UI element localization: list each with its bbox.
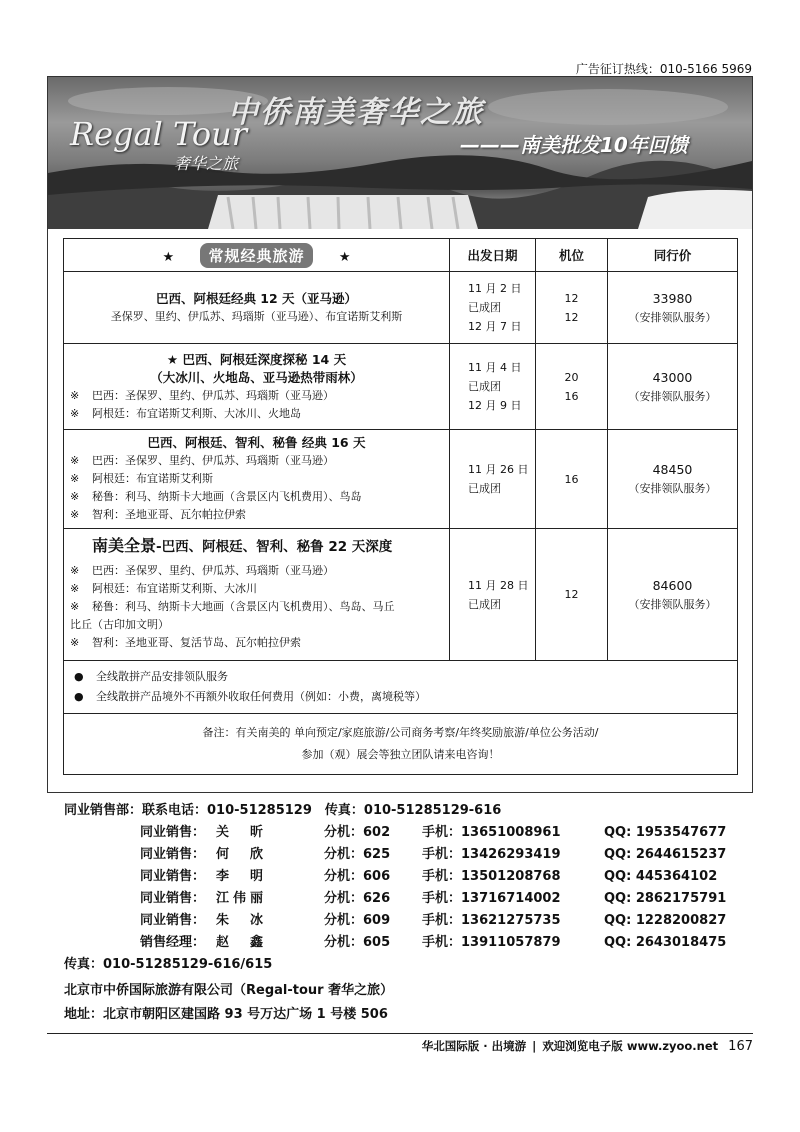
seat-count: 16 — [564, 389, 579, 403]
page-footer — [47, 1033, 753, 1054]
table-row — [64, 344, 738, 430]
rep-extension: 分机：625 — [324, 847, 391, 862]
section-title: 常规经典旅游 — [200, 243, 312, 268]
tour-title-text: -巴西、阿根廷、智利、秘鲁 22 天深度 — [156, 539, 393, 555]
date-item: 11 月 2 日 — [468, 282, 522, 295]
sales-rep-row — [64, 888, 744, 910]
contact-section — [64, 800, 744, 1026]
bullet-icon: ● — [74, 690, 84, 703]
bullet-item — [74, 687, 727, 707]
bullet-text: 全线散拼产品境外不再额外收取任何费用（例如：小费，离境税等） — [96, 690, 426, 703]
rep-mobile: 手机：13426293419 — [422, 847, 561, 862]
ad-hotline: 广告征订热线：010-5166 5969 — [575, 62, 752, 76]
remark-line: 参加（观）展会等独立团队请来电咨询！ — [301, 748, 500, 761]
note-mark: ※ — [70, 490, 80, 503]
rep-role: 同业销售： — [140, 913, 206, 928]
rep-name: 李 明 — [216, 869, 268, 884]
rep-role: 同业销售： — [140, 869, 206, 884]
date-item: 12 月 7 日 — [468, 320, 522, 333]
stop-text: 智利：圣地亚哥、瓦尔帕拉伊索 — [92, 508, 246, 521]
price-note: （安排领队服务） — [628, 597, 717, 611]
tour-info — [64, 344, 450, 430]
rep-qq: QQ: 2862175791 — [604, 891, 727, 906]
price-note: （安排领队服务） — [628, 389, 717, 403]
table-row — [64, 272, 738, 344]
ad-frame — [47, 76, 753, 793]
stop-text: 阿根廷：布宜诺斯艾利斯 — [92, 472, 213, 485]
tour-stop — [70, 506, 443, 524]
tour-info — [64, 529, 450, 661]
tour-seats — [536, 344, 608, 430]
rep-extension: 分机：609 — [324, 913, 391, 928]
tour-stop — [70, 488, 443, 506]
rep-qq: QQ: 1953547677 — [604, 825, 727, 840]
tour-info — [64, 430, 450, 529]
tour-title-prefix: 南美全景 — [92, 536, 157, 555]
tour-price — [608, 344, 738, 430]
tour-dates — [450, 344, 536, 430]
date-status: 已成团 — [468, 301, 501, 314]
banner-image — [48, 77, 752, 229]
rep-role: 销售经理： — [140, 935, 206, 950]
tour-price — [608, 272, 738, 344]
tour-stop — [70, 470, 443, 488]
rep-extension: 分机：605 — [324, 935, 391, 950]
tour-seats — [536, 430, 608, 529]
tour-title-text: 巴西、阿根廷深度探秘 14 天 — [182, 351, 347, 367]
rep-role: 同业销售： — [140, 847, 206, 862]
note-mark: ※ — [70, 454, 80, 467]
rep-extension: 分机：606 — [324, 869, 391, 884]
tour-dates — [450, 272, 536, 344]
tour-info — [64, 272, 450, 344]
rep-extension: 分机：602 — [324, 825, 391, 840]
tour-route: 圣保罗、里约、伊瓜苏、玛瑙斯（亚马逊）、布宜诺斯艾利斯 — [110, 309, 403, 323]
remarks — [64, 714, 738, 775]
note-mark: ※ — [70, 600, 80, 613]
sales-rep-row — [64, 932, 744, 954]
stop-text: 巴西：圣保罗、里约、伊瓜苏、玛瑙斯（亚马逊） — [92, 388, 334, 402]
price-note: （安排领队服务） — [628, 482, 717, 495]
tour-title — [70, 537, 443, 556]
date-status: 已成团 — [468, 380, 501, 393]
rep-role: 同业销售： — [140, 825, 206, 840]
rep-qq: QQ: 1228200827 — [604, 913, 727, 928]
col-header-seat: 机位 — [536, 239, 608, 272]
browse-text: 欢迎浏览电子版 www.zyoo.net — [542, 1039, 719, 1053]
rep-qq: QQ: 445364102 — [604, 869, 718, 884]
tour-title: 巴西、阿根廷经典 12 天（亚马逊） — [155, 290, 358, 306]
price-value: 33980 — [652, 290, 693, 306]
tour-title — [70, 351, 443, 369]
stop-text: 智利：圣地亚哥、复活节岛、瓦尔帕拉伊索 — [92, 636, 301, 649]
table-header-row — [64, 239, 738, 272]
stop-text: 巴西：圣保罗、里约、伊瓜苏、玛瑙斯（亚马逊） — [92, 564, 334, 577]
seat-count: 20 — [564, 370, 579, 384]
date-item: 11 月 28 日 — [468, 578, 529, 592]
bullet-item — [74, 667, 727, 687]
rep-mobile: 手机：13651008961 — [422, 825, 561, 840]
notes-row — [64, 714, 738, 775]
tour-price — [608, 529, 738, 661]
stop-text: 阿根廷：布宜诺斯艾利斯、大冰川 — [92, 582, 257, 595]
rep-name: 江伟丽 — [216, 891, 268, 906]
page-number: 167 — [728, 1039, 753, 1054]
stop-text: 巴西：圣保罗、里约、伊瓜苏、玛瑙斯（亚马逊） — [92, 454, 334, 467]
rep-qq: QQ: 2643018475 — [604, 935, 727, 950]
tour-price — [608, 430, 738, 529]
sales-rep-row — [64, 910, 744, 932]
stop-text: 秘鲁：利马、纳斯卡大地画（含景区内飞机费用）、鸟岛 — [92, 490, 362, 503]
rep-role: 同业销售： — [140, 891, 206, 906]
price-value: 48450 — [652, 462, 693, 477]
regal-tour-logo: Regal Tour — [70, 115, 248, 153]
seat-count: 12 — [564, 588, 579, 601]
bullet-text: 全线散拼产品安排领队服务 — [96, 670, 228, 683]
note-mark: ※ — [70, 406, 80, 420]
rep-name: 朱 冰 — [216, 913, 268, 928]
tour-title-line2: （大冰川、火地岛、亚马逊热带雨林） — [150, 369, 363, 385]
tour-stop — [70, 452, 443, 470]
col-header-date: 出发日期 — [450, 239, 536, 272]
price-note: （安排领队服务） — [628, 310, 717, 324]
tour-stop — [70, 405, 443, 423]
note-mark: ※ — [70, 636, 80, 649]
tour-table — [63, 238, 738, 775]
note-mark: ※ — [70, 564, 80, 577]
tour-dates — [450, 430, 536, 529]
seat-count: 12 — [564, 310, 579, 324]
sales-department-line: 同业销售部：联系电话：010-51285129 传真：010-51285129-616 — [64, 803, 502, 818]
banner-subtitle: ———南美批发10年回馈 — [460, 133, 688, 157]
tour-stop — [70, 634, 443, 652]
sales-rep-row — [64, 866, 744, 888]
rep-mobile: 手机：13501208768 — [422, 869, 561, 884]
fax-line: 传真：010-51285129-616/615 — [64, 957, 273, 972]
rep-name: 何 欣 — [216, 847, 268, 862]
rep-mobile: 手机：13911057879 — [422, 935, 561, 950]
note-mark: ※ — [70, 508, 80, 521]
seat-count: 12 — [564, 291, 579, 305]
banner-title: 中侨南美奢华之旅 — [228, 95, 484, 130]
tour-stop — [70, 562, 443, 580]
table-row — [64, 430, 738, 529]
star-icon: ★ — [166, 351, 179, 367]
tour-title: 巴西、阿根廷、智利、秘鲁 经典 16 天 — [147, 435, 366, 450]
rep-mobile: 手机：13621275735 — [422, 913, 561, 928]
price-value: 43000 — [652, 369, 693, 385]
stop-text: 秘鲁：利马、纳斯卡大地画（含景区内飞机费用）、鸟岛、马丘 — [92, 600, 395, 613]
remark-line: 备注：有关南美的 单向预定/家庭旅游/公司商务考察/年终奖励旅游/单位公务活动/ — [202, 726, 599, 739]
date-status: 已成团 — [468, 482, 501, 495]
rep-qq: QQ: 2644615237 — [604, 847, 727, 862]
edition-label: 华北国际版 · 出境游 — [421, 1039, 527, 1053]
price-value: 84600 — [652, 577, 693, 593]
date-item: 12 月 9 日 — [468, 399, 522, 412]
tour-stop — [70, 387, 443, 405]
tour-dates — [450, 529, 536, 661]
address-line: 地址：北京市朝阳区建国路 93 号万达广场 1 号楼 506 — [64, 1007, 388, 1022]
company-name: 北京市中侨国际旅游有限公司（Regal-tour 奢华之旅） — [64, 983, 394, 998]
bullet-icon: ● — [74, 670, 84, 683]
section-title-cell — [64, 239, 450, 272]
bullets-row — [64, 661, 738, 714]
tour-seats — [536, 529, 608, 661]
rep-mobile: 手机：13716714002 — [422, 891, 561, 906]
date-item: 11 月 26 日 — [468, 463, 529, 476]
star-icon: ★ — [162, 249, 175, 265]
rep-name: 关 昕 — [216, 825, 268, 840]
rep-name: 赵 鑫 — [216, 935, 268, 950]
rep-extension: 分机：626 — [324, 891, 391, 906]
sales-rep-row — [64, 822, 744, 844]
date-item: 11 月 4 日 — [468, 361, 522, 374]
tour-seats — [536, 272, 608, 344]
star-icon: ★ — [338, 249, 351, 265]
service-bullets — [64, 661, 738, 714]
stop-text: 阿根廷：布宜诺斯艾利斯、大冰川、火地岛 — [92, 406, 301, 420]
separator: | — [532, 1039, 537, 1053]
note-mark: ※ — [70, 582, 80, 595]
table-row — [64, 529, 738, 661]
tour-stop — [70, 580, 443, 598]
sales-rep-row — [64, 844, 744, 866]
col-header-price: 同行价 — [608, 239, 738, 272]
logo-subtitle: 奢华之旅 — [174, 154, 239, 173]
tour-stop — [70, 598, 443, 616]
note-mark: ※ — [70, 388, 80, 402]
date-status: 已成团 — [468, 597, 501, 611]
note-mark: ※ — [70, 472, 80, 485]
seat-count: 16 — [564, 472, 579, 486]
tour-stop-continued: 比丘（古印加文明） — [70, 618, 169, 631]
